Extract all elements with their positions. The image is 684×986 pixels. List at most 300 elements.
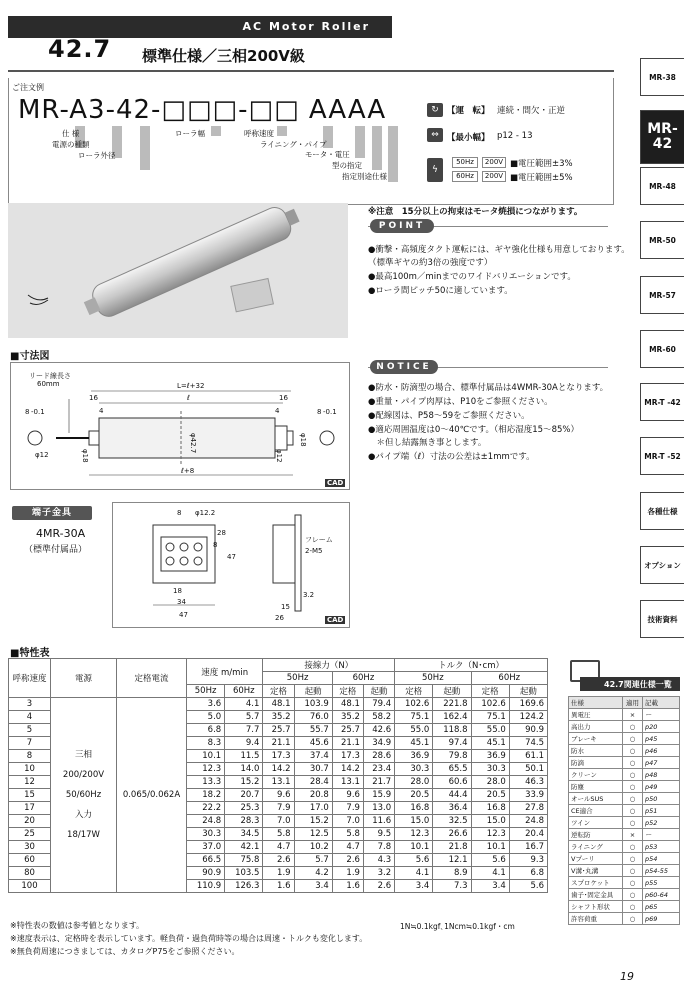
related-spec: スプロケット: [569, 877, 623, 889]
value-cell: 74.5: [509, 737, 547, 750]
dim-8a: 8: [25, 408, 30, 416]
value-cell: 16.8: [471, 802, 509, 815]
order-label: 型の指定: [332, 161, 362, 170]
value-cell: 45.6: [294, 737, 332, 750]
side-tab[interactable]: 各種仕様: [640, 492, 684, 530]
related-row: [569, 817, 680, 829]
value-cell: 17.3: [332, 750, 363, 763]
th-current: 定格電流: [117, 659, 187, 698]
related-page: p53: [643, 841, 680, 853]
value-cell: 102.6: [471, 698, 509, 711]
related-row: [569, 757, 680, 769]
order-label: 仕 様: [62, 129, 80, 138]
value-cell: 23.4: [363, 763, 394, 776]
page-title-sub: 標準仕様／三相200V級: [142, 47, 305, 65]
related-apply: ○: [623, 877, 643, 889]
dim-16a: 16: [89, 394, 98, 402]
related-apply: ○: [623, 889, 643, 901]
model-code: MR-A3-42-□□□-□□ AAAA: [18, 95, 387, 125]
value-cell: 24.8: [509, 815, 547, 828]
th-rated: 定格: [332, 685, 363, 698]
related-apply: ○: [623, 781, 643, 793]
related-title: 42.7関連仕様一覧: [580, 677, 680, 691]
dim-8b: 8: [317, 408, 322, 416]
terminal-badge: 端子金具: [12, 506, 92, 520]
notice-badge: NOTICE: [370, 360, 438, 374]
value-cell: 58.2: [363, 711, 394, 724]
characteristics-table: [8, 658, 548, 893]
related-row: [569, 781, 680, 793]
related-apply: ○: [623, 793, 643, 805]
volt-freq-2: 60Hz: [452, 171, 478, 182]
th-hz50: 50Hz: [263, 672, 332, 685]
related-page: p52: [643, 817, 680, 829]
notice-item: ●防水・防滴型の場合、標準付属品は4WMR-30Aとなります。: [368, 383, 609, 393]
value-cell: 8.3: [187, 737, 225, 750]
value-cell: 4.7: [263, 841, 294, 854]
related-page: p47: [643, 757, 680, 769]
dim-drawing-box: [10, 362, 350, 490]
value-cell: 103.9: [294, 698, 332, 711]
related-apply: ○: [623, 853, 643, 865]
notice-item: ●重量・パイプ肉厚は、P10をご参照ください。: [368, 397, 553, 407]
value-cell: 15.2: [294, 815, 332, 828]
value-cell: 6.8: [509, 867, 547, 880]
side-tab[interactable]: MR-T -52: [640, 437, 684, 475]
th-hz60: 60Hz: [332, 672, 394, 685]
related-row: [569, 721, 680, 733]
term-26: 26: [275, 614, 284, 622]
order-example-label: ご注文例: [12, 83, 44, 92]
related-apply: ○: [623, 745, 643, 757]
point-item: ●最高100m／minまでのワイドバリエーションです。: [368, 272, 576, 282]
value-cell: 30.3: [471, 763, 509, 776]
value-cell: 1.9: [332, 867, 363, 880]
width-icon: ⇔: [427, 128, 443, 142]
series-header-band: AC Motor Roller: [8, 16, 392, 38]
value-cell: 11.6: [363, 815, 394, 828]
rel-h-spec: 仕様: [569, 697, 623, 709]
value-cell: 12.5: [294, 828, 332, 841]
related-apply: ○: [623, 901, 643, 913]
value-cell: 28.0: [395, 776, 433, 789]
term-8b: 8: [213, 541, 218, 549]
th-rated: 定格: [471, 685, 509, 698]
related-row: [569, 853, 680, 865]
dim-total: L=ℓ+32: [177, 382, 205, 390]
value-cell: 4.2: [294, 867, 332, 880]
value-cell: 2.6: [263, 854, 294, 867]
value-cell: 15.0: [471, 815, 509, 828]
value-cell: 2.6: [332, 854, 363, 867]
related-apply: ○: [623, 721, 643, 733]
value-cell: 65.5: [433, 763, 471, 776]
table-row: [9, 698, 548, 711]
related-apply: ○: [623, 733, 643, 745]
th-torque: トルク（N･cm）: [395, 659, 548, 672]
value-cell: 16.7: [509, 841, 547, 854]
value-cell: 2.6: [363, 880, 394, 893]
value-cell: 45.1: [471, 737, 509, 750]
value-cell: 4.1: [395, 867, 433, 880]
term-28: 28: [217, 529, 226, 537]
value-cell: 1.6: [263, 880, 294, 893]
terminal-model: 4MR-30A: [36, 527, 86, 540]
related-page: ー: [643, 829, 680, 841]
speed-name-cell: 3: [9, 698, 51, 711]
notice-item: ●適応周囲温度は0〜40℃です。（相応湿度15〜85%）: [368, 425, 579, 435]
power-line: 入力: [74, 810, 92, 820]
value-cell: 10.1: [395, 841, 433, 854]
value-cell: 13.0: [363, 802, 394, 815]
value-cell: 17.3: [263, 750, 294, 763]
point-item: ●衝撃・高頻度タクト運転には、ギヤ強化仕様も用意しております。: [368, 245, 630, 255]
order-label: ライニング・パイプ: [260, 140, 327, 149]
value-cell: 14.2: [332, 763, 363, 776]
th-hz50: 50Hz: [187, 685, 225, 698]
related-row: [569, 901, 680, 913]
th-start: 起動: [509, 685, 547, 698]
related-row: [569, 805, 680, 817]
related-row: [569, 865, 680, 877]
value-cell: 221.8: [433, 698, 471, 711]
value-cell: 34.5: [225, 828, 263, 841]
value-cell: 42.6: [363, 724, 394, 737]
value-cell: 37.4: [294, 750, 332, 763]
value-cell: 162.4: [433, 711, 471, 724]
value-cell: 32.5: [433, 815, 471, 828]
term-47b: 47: [179, 611, 188, 619]
value-cell: 90.9: [509, 724, 547, 737]
th-speed: 速度 m/min: [187, 659, 263, 685]
value-cell: 169.6: [509, 698, 547, 711]
value-cell: 17.0: [294, 802, 332, 815]
term-8: 8: [177, 509, 182, 517]
related-spec: シャフト形状: [569, 901, 623, 913]
related-row: [569, 745, 680, 757]
notice-item: ●配線図は、P58〜59をご参照ください。: [368, 411, 530, 421]
value-cell: 79.8: [433, 750, 471, 763]
value-cell: 12.3: [395, 828, 433, 841]
related-spec: 防塵: [569, 781, 623, 793]
term-18: 18: [173, 587, 182, 595]
side-tab[interactable]: MR-50: [640, 221, 684, 259]
value-cell: 60.6: [433, 776, 471, 789]
value-cell: 36.4: [433, 802, 471, 815]
order-label: 呼称速度: [244, 129, 274, 138]
value-cell: 22.2: [187, 802, 225, 815]
value-cell: 4.3: [363, 854, 394, 867]
value-cell: 126.3: [225, 880, 263, 893]
warning-note: ※注意 15分以上の拘束はモータ焼損につながります。: [368, 207, 583, 217]
side-tab[interactable]: 技術資料: [640, 600, 684, 638]
value-cell: 118.8: [433, 724, 471, 737]
volt-val-1: 200V: [482, 157, 506, 168]
value-cell: 33.9: [509, 789, 547, 802]
value-cell: 12.1: [433, 854, 471, 867]
power-line: 50/60Hz: [65, 790, 102, 800]
rel-h-page: 記載: [643, 697, 680, 709]
value-cell: 46.3: [509, 776, 547, 789]
value-cell: 7.3: [433, 880, 471, 893]
value-cell: 20.8: [294, 789, 332, 802]
value-cell: 14.2: [263, 763, 294, 776]
term-34: 34: [177, 598, 186, 606]
volt-val-2: 200V: [482, 171, 506, 182]
value-cell: 5.7: [294, 854, 332, 867]
related-page: p50: [643, 793, 680, 805]
value-cell: 124.2: [509, 711, 547, 724]
terminal-note: （標準付属品）: [24, 545, 88, 555]
value-cell: 90.9: [187, 867, 225, 880]
value-cell: 5.6: [395, 854, 433, 867]
value-cell: 36.9: [395, 750, 433, 763]
value-cell: 4.7: [332, 841, 363, 854]
value-cell: 9.4: [225, 737, 263, 750]
value-cell: 26.6: [433, 828, 471, 841]
value-cell: 9.5: [363, 828, 394, 841]
side-tab[interactable]: MR-38: [640, 58, 684, 96]
related-spec: 防滴: [569, 757, 623, 769]
value-cell: 9.6: [263, 789, 294, 802]
related-spec: 高出力: [569, 721, 623, 733]
value-cell: 5.6: [471, 854, 509, 867]
dim-phi12a: φ12: [35, 451, 49, 459]
title-rule: [8, 70, 614, 72]
value-cell: 28.6: [363, 750, 394, 763]
speed-name-cell: 17: [9, 802, 51, 815]
point-badge: POINT: [370, 219, 434, 233]
related-page: p20: [643, 721, 680, 733]
value-cell: 28.4: [294, 776, 332, 789]
related-spec: V溝･丸溝: [569, 865, 623, 877]
side-tab[interactable]: MR-42: [640, 110, 684, 164]
value-cell: 20.5: [395, 789, 433, 802]
side-tab[interactable]: MR-T -42: [640, 383, 684, 421]
value-cell: 79.4: [363, 698, 394, 711]
value-cell: 102.6: [395, 698, 433, 711]
order-label: ローラ幅: [175, 129, 205, 138]
related-spec: ライニング: [569, 841, 623, 853]
speed-name-cell: 80: [9, 867, 51, 880]
value-cell: 28.0: [471, 776, 509, 789]
related-page: p54: [643, 853, 680, 865]
value-cell: 3.6: [187, 698, 225, 711]
speed-name-cell: 30: [9, 841, 51, 854]
lead-value: 60mm: [37, 380, 60, 388]
related-apply: ○: [623, 817, 643, 829]
value-cell: 10.1: [187, 750, 225, 763]
speed-name-cell: 12: [9, 776, 51, 789]
product-photo: [8, 203, 348, 338]
value-cell: 13.1: [332, 776, 363, 789]
lightning-icon: ϟ: [427, 158, 443, 182]
unit-note: 1N≒0.1kgf､1Ncm≒0.1kgf・cm: [400, 922, 515, 931]
th-hz50: 50Hz: [395, 672, 471, 685]
value-cell: 30.7: [294, 763, 332, 776]
value-cell: 44.4: [433, 789, 471, 802]
value-cell: 7.0: [332, 815, 363, 828]
value-cell: 36.9: [471, 750, 509, 763]
related-row: [569, 841, 680, 853]
power-cell: [51, 698, 117, 893]
table-note: ※特性表の数値は参考値となります。: [10, 921, 145, 930]
dim-tol-a: -0.1: [31, 408, 45, 416]
th-power: 電源: [51, 659, 117, 698]
power-line: 200/200V: [62, 770, 105, 780]
table-section-title: ■特性表: [10, 648, 50, 659]
volt-freq-1: 50Hz: [452, 157, 478, 168]
value-cell: 45.1: [395, 737, 433, 750]
related-page: p45: [643, 733, 680, 745]
value-cell: 66.5: [187, 854, 225, 867]
power-line: 18/17W: [67, 830, 100, 840]
term-32: 3.2: [303, 591, 315, 599]
term-phi: φ12.2: [195, 509, 216, 517]
min-width-value: p12 - 13: [497, 131, 533, 141]
value-cell: 8.9: [433, 867, 471, 880]
value-cell: 21.1: [263, 737, 294, 750]
order-label: 指定別途仕様: [342, 172, 387, 181]
order-label: ローラ外径: [78, 151, 116, 160]
related-page: p69: [643, 913, 680, 925]
notice-item: ＊但し結露無き事とします。: [368, 438, 487, 448]
speed-name-cell: 7: [9, 737, 51, 750]
value-cell: 55.0: [395, 724, 433, 737]
side-tab[interactable]: MR-60: [640, 330, 684, 368]
dim-ell: ℓ: [187, 394, 190, 402]
dim-phi18b: φ18: [299, 433, 307, 447]
related-table: [568, 696, 680, 925]
value-cell: 20.5: [471, 789, 509, 802]
cad-badge: CAD: [327, 479, 344, 487]
value-cell: 3.4: [294, 880, 332, 893]
value-cell: 12.3: [187, 763, 225, 776]
value-cell: 28.3: [225, 815, 263, 828]
related-apply: ○: [623, 865, 643, 877]
terminal-drawing-box: [112, 502, 350, 628]
related-spec: オールSUS: [569, 793, 623, 805]
speed-name-cell: 25: [9, 828, 51, 841]
value-cell: 50.1: [509, 763, 547, 776]
speed-name-cell: 100: [9, 880, 51, 893]
value-cell: 9.6: [332, 789, 363, 802]
value-cell: 4.1: [225, 698, 263, 711]
model-bar: [355, 126, 365, 158]
dim-phi18a: φ18: [81, 449, 89, 463]
th-conv: 接線力（N）: [263, 659, 395, 672]
value-cell: 4.1: [471, 867, 509, 880]
model-bar: [388, 126, 398, 182]
point-item: （標準ギヤの約3倍の強度です）: [368, 258, 493, 268]
value-cell: 27.8: [509, 802, 547, 815]
value-cell: 7.9: [332, 802, 363, 815]
side-tab[interactable]: MR-48: [640, 167, 684, 205]
value-cell: 13.3: [187, 776, 225, 789]
related-page: ー: [643, 709, 680, 721]
value-cell: 20.4: [509, 828, 547, 841]
lead-label: リード線長さ: [29, 372, 71, 380]
motor-roller-image: [8, 203, 348, 338]
speed-name-cell: 8: [9, 750, 51, 763]
value-cell: 6.8: [187, 724, 225, 737]
dim-phi427: φ42.7: [189, 433, 197, 454]
page-title-number: 42.7: [48, 35, 112, 63]
value-cell: 35.2: [263, 711, 294, 724]
value-cell: 55.0: [471, 724, 509, 737]
related-row: [569, 877, 680, 889]
related-apply: ○: [623, 757, 643, 769]
related-spec: 逆転防: [569, 829, 623, 841]
related-page: p60-64: [643, 889, 680, 901]
current-cell: 0.065/0.062A: [117, 698, 187, 893]
value-cell: 5.8: [332, 828, 363, 841]
value-cell: 7.7: [225, 724, 263, 737]
term-frame: フレーム: [305, 536, 333, 544]
volt-note-2: ■電圧範囲±5%: [510, 173, 573, 183]
value-cell: 25.3: [225, 802, 263, 815]
model-bar: [372, 126, 382, 170]
value-cell: 75.1: [395, 711, 433, 724]
value-cell: 75.1: [471, 711, 509, 724]
table-note: ※無負荷周速につきましては、カタログP75をご参照ください。: [10, 947, 240, 956]
value-cell: 97.4: [433, 737, 471, 750]
value-cell: 75.8: [225, 854, 263, 867]
rel-h-apply: 適用: [623, 697, 643, 709]
terminal-drawing: [113, 503, 351, 629]
min-width-label: 【最小幅】: [447, 133, 490, 143]
related-page: p51: [643, 805, 680, 817]
value-cell: 3.4: [471, 880, 509, 893]
value-cell: 1.6: [332, 880, 363, 893]
th-start: 起動: [363, 685, 394, 698]
related-page: p65: [643, 901, 680, 913]
cad-badge: CAD: [327, 616, 344, 624]
th-rated: 定格: [263, 685, 294, 698]
related-spec: CE適合: [569, 805, 623, 817]
dim-tol-b: -0.1: [323, 408, 337, 416]
th-speed-name: 呼称速度: [9, 659, 51, 698]
related-spec: Vプーリ: [569, 853, 623, 865]
dim-4b: 4: [275, 407, 280, 415]
term-15: 15: [281, 603, 290, 611]
value-cell: 103.5: [225, 867, 263, 880]
value-cell: 15.2: [225, 776, 263, 789]
dim-ell8: ℓ+8: [181, 467, 195, 475]
rotation-label: 【運 転】: [447, 106, 490, 116]
value-cell: 34.9: [363, 737, 394, 750]
related-spec: 許容荷重: [569, 913, 623, 925]
related-spec: 異電圧: [569, 709, 623, 721]
order-label: モータ・電圧: [305, 150, 350, 159]
value-cell: 110.9: [187, 880, 225, 893]
speed-name-cell: 10: [9, 763, 51, 776]
related-spec: 防水: [569, 745, 623, 757]
value-cell: 3.4: [395, 880, 433, 893]
value-cell: 25.7: [263, 724, 294, 737]
value-cell: 15.9: [363, 789, 394, 802]
value-cell: 12.3: [471, 828, 509, 841]
side-tab[interactable]: MR-57: [640, 276, 684, 314]
related-spec: ツイン: [569, 817, 623, 829]
value-cell: 5.6: [509, 880, 547, 893]
value-cell: 1.9: [263, 867, 294, 880]
side-tab[interactable]: オプション: [640, 546, 684, 584]
speed-name-cell: 15: [9, 789, 51, 802]
value-cell: 7.0: [263, 815, 294, 828]
point-item: ●ローラ間ピッチ50に適しています。: [368, 286, 513, 296]
related-apply: ○: [623, 805, 643, 817]
